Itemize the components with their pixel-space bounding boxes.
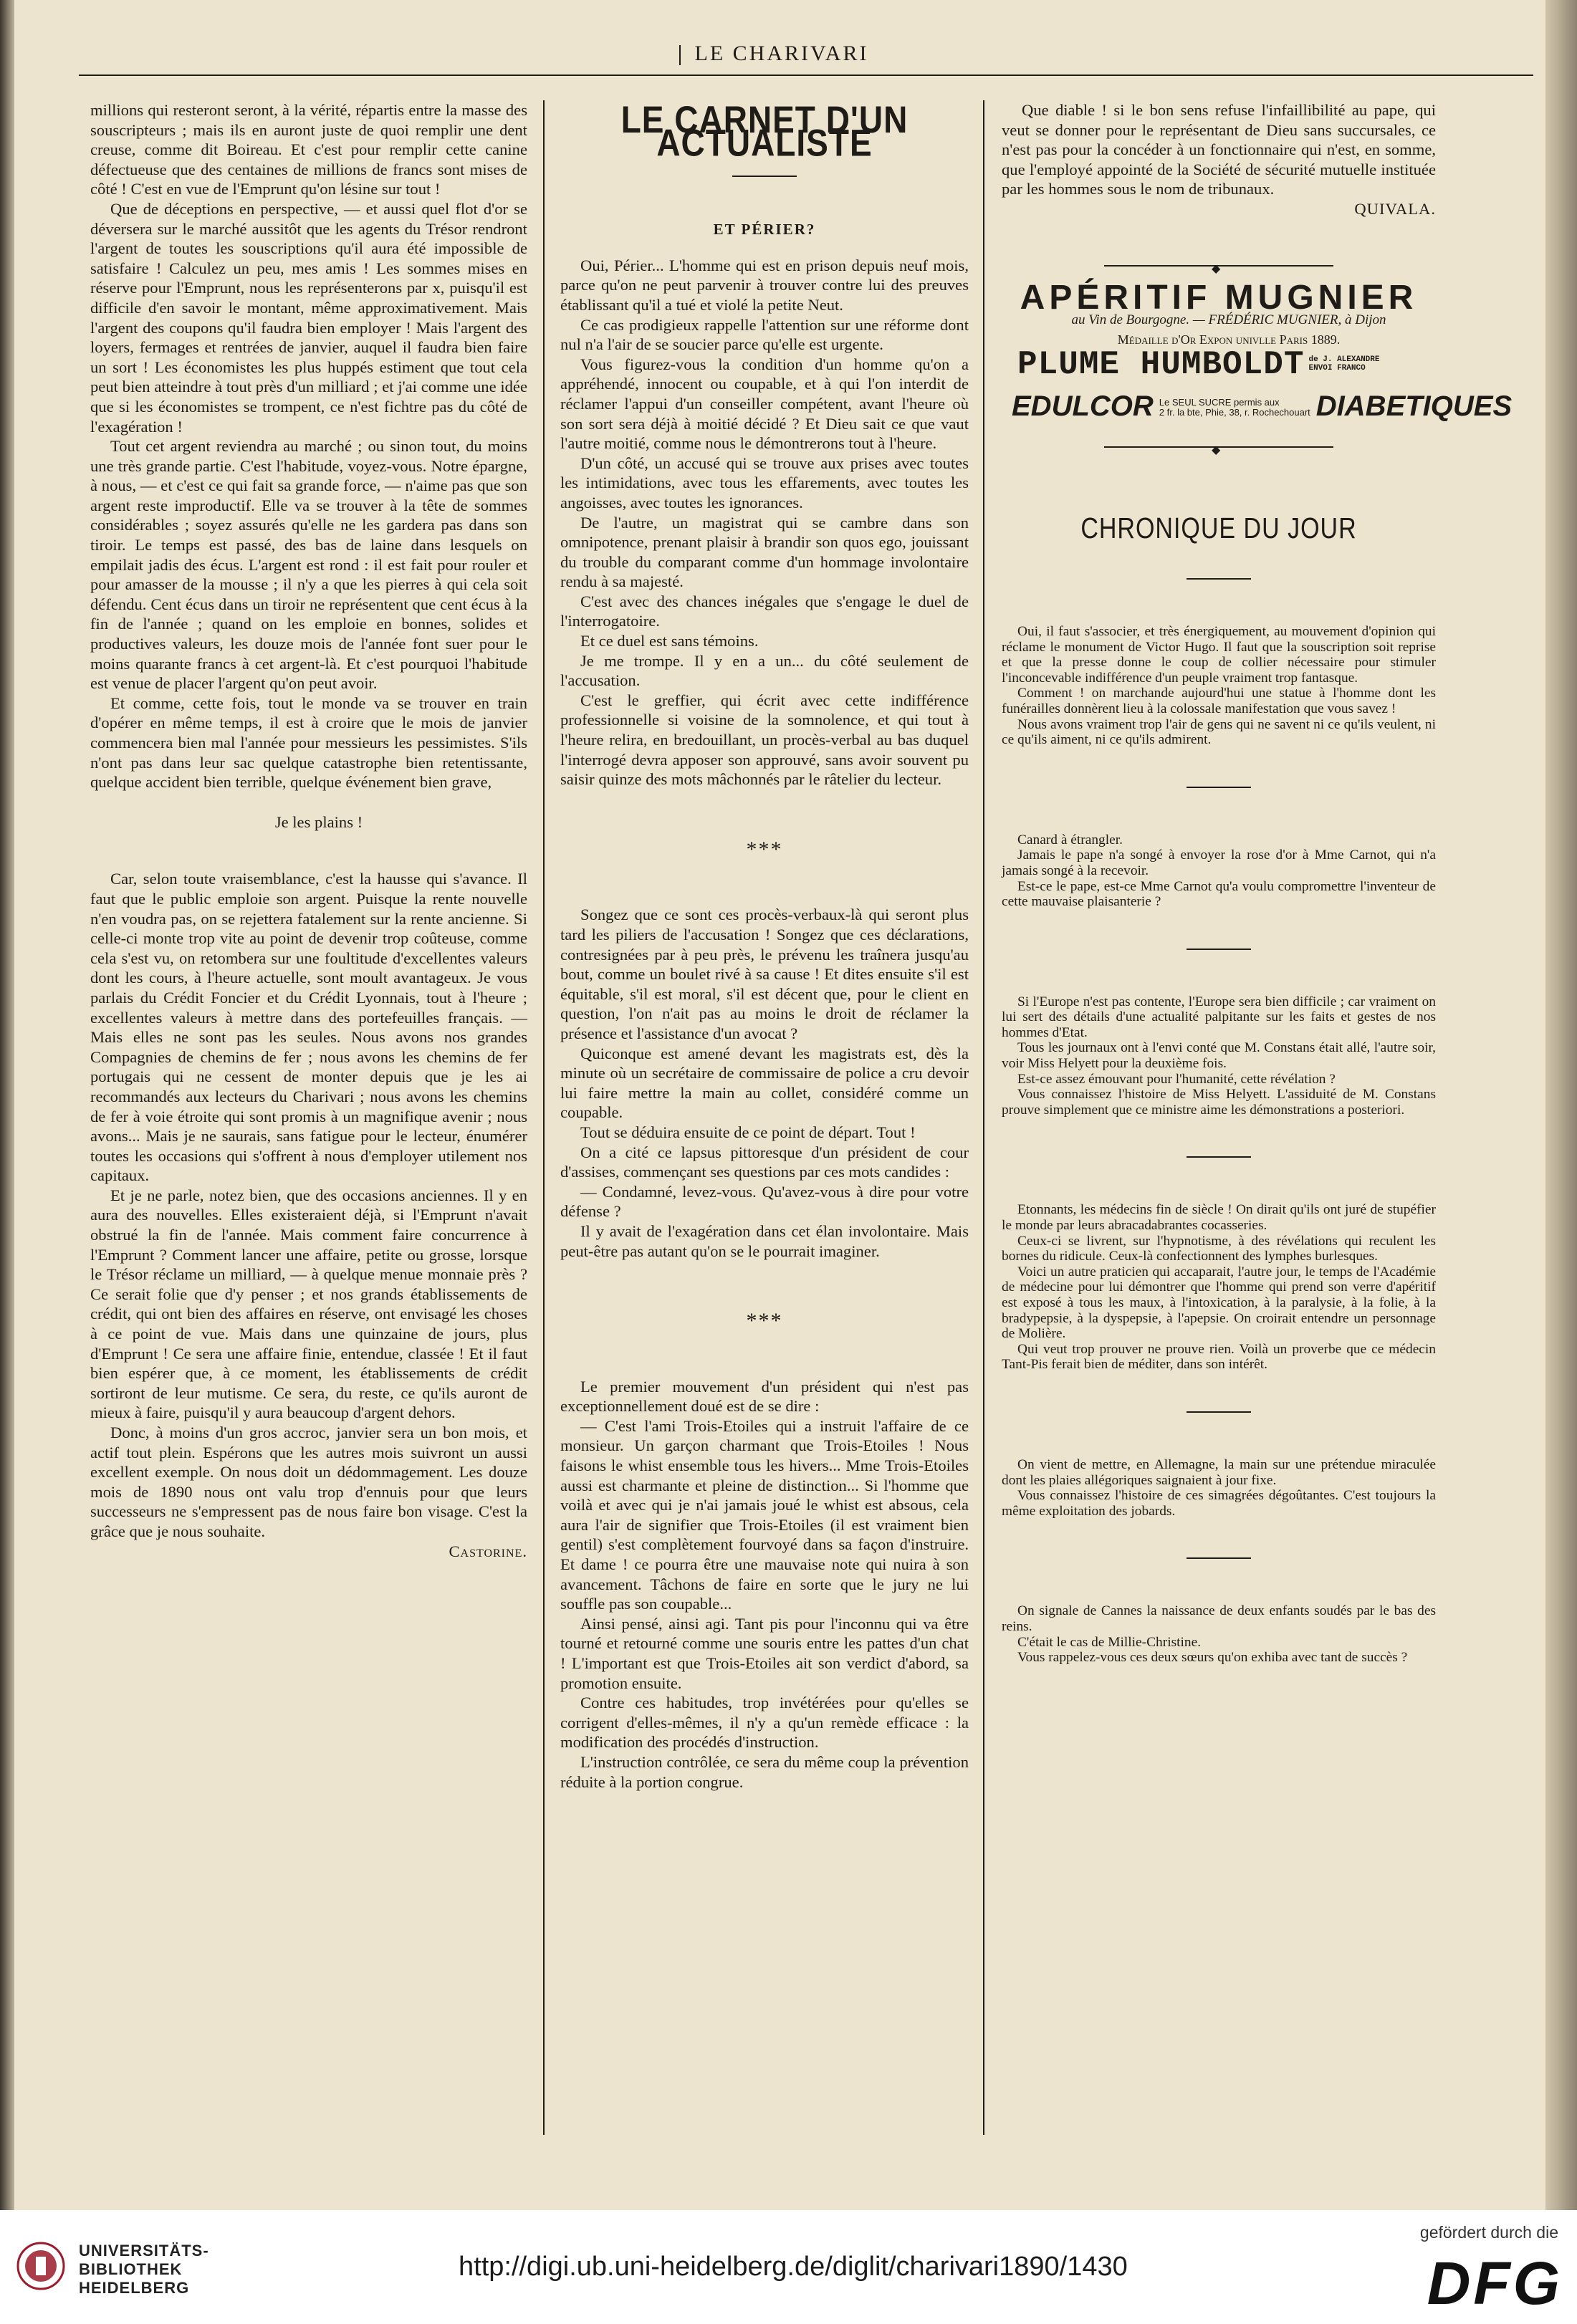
- separator-rule: [1104, 262, 1333, 275]
- chronique-paragraph: Qui veut trop prouver ne prouve rien. Voilà un proverbe que ce médecin Tant-Pis ferait bien de méditer, dans son intérêt.: [1002, 1341, 1436, 1373]
- ad-small-line: 2 fr. la bte, Phie, 38, r. Rochechouart: [1159, 407, 1310, 418]
- chronique-paragraph: Vous connaissez l'histoire de ces simagrées dégoûtantes. C'est toujours la même exploitation des jobards.: [1002, 1488, 1436, 1519]
- chronique-paragraph: Canard à étrangler.: [1017, 832, 1123, 848]
- chronique-block: [1002, 1202, 1436, 1373]
- permalink-url[interactable]: http://digi.ub.uni-heidelberg.de/diglit/charivari1890/1430: [459, 2252, 1128, 2282]
- chronique-paragraph: Oui, il faut s'associer, et très énergiquement, au mouvement d'opinion qui réclame le monument de Victor Hugo. Il faut que la souscription soit reprise et que la presse donne le coup de collier nécessaire pour stimuler l'inconcevable indifférence d'un peuple vraiment trop fantasque.: [1002, 623, 1436, 686]
- chronique-paragraph: On signale de Cannes la naissance de deux enfants soudés par le bas des reins.: [1002, 1603, 1436, 1634]
- chronique-block: [1002, 1457, 1436, 1519]
- ad-small-line: de J. ALEXANDRE: [1308, 355, 1380, 365]
- article-paragraph: Je me trompe. Il y en a un... du côté seulement de l'accusation.: [560, 651, 969, 690]
- article-paragraph: — C'est l'ami Trois-Etoiles qui a instruit l'affaire de ce monsieur. Un garçon charmant que Trois-Etoiles ! Nous faisons le whist ensemble tous les hivers... Mme Trois-Etoiles aussi est charmante et pleine de distinction... Si l'homme que voilà et avec qui je n'ai jamais joué le whist est absous, cela aura l'air de signifier que Trois-Etoiles (il est vraiment bien gentil) s'est complètement fourvoyé dans sa façon d'instruire. Et dame ! ce pourra être une mauvaise note qui nuira à son avancement. Tâchons de faire en sorte que le jury ne lui souffle pas son coupable...: [560, 1416, 969, 1613]
- advertisement-edulcor: [1012, 390, 1513, 422]
- article-subtitle: ET PÉRIER?: [713, 221, 816, 239]
- institution-line: HEIDELBERG: [79, 2279, 190, 2297]
- ad-small-line: ENVOI FRANCO: [1308, 364, 1366, 373]
- section-rule: [1187, 1156, 1251, 1158]
- chronique-paragraph: Vous connaissez l'histoire de Miss Helyett. L'assiduité de M. Constans prouve simplement que ce ministre aime les démonstrations a posteriori.: [1002, 1087, 1436, 1118]
- chronique-paragraph: Tous les journaux ont à l'envi conté que M. Constans était allé, l'autre soir, voir Miss Helyett pour la deuxième fois.: [1002, 1040, 1436, 1072]
- article-paragraph: Ce cas prodigieux rappelle l'attention sur une réforme dont nul n'a l'air de se soucier parce qu'elle est urgente.: [560, 315, 969, 354]
- chronique-paragraph: Etonnants, les médecins fin de siècle ! On dirait qu'ils ont juré de stupéfier le monde par leurs abracadabrantes cocasseries.: [1002, 1202, 1436, 1234]
- article-paragraph: millions qui resteront seront, à la vérité, répartis entre la masse des souscripteurs ; mais ils en auront juste de quoi remplir une dent creuse, comme dit Boireau. Et c'est pour remplir cette canine défectueuse que des centaines de millions de francs sont mises de côté ! C'est en vue de l'Emprunt qu'on lésine sur tout !: [90, 101, 527, 198]
- column-divider-1: [543, 100, 545, 2135]
- institution-line: UNIVERSITÄTS-: [79, 2242, 209, 2260]
- article-paragraph: Ainsi pensé, ainsi agi. Tant pis pour l'inconnu qui va être tourné et retourné comme une souris entre les pattes d'un chat ! L'important est que Trois-Etoiles ait son verdict d'abord, sa promotion ensuite.: [560, 1614, 969, 1692]
- section-rule: [1187, 787, 1251, 788]
- center-line: Je les plains !: [274, 812, 363, 831]
- institution-line: BIBLIOTHEK: [79, 2260, 183, 2278]
- chronique-paragraph: Ceux-ci se livrent, sur l'hypnotisme, à des révélations qui reculent les bornes du ridicule. Ceux-là confectionnent des lymphes burlesques.: [1002, 1233, 1436, 1264]
- signature: QUIVALA.: [1354, 199, 1436, 218]
- article-paragraph: Le premier mouvement d'un président qui n'est pas exceptionnellement doué est de se dire :: [560, 1377, 969, 1416]
- university-seal-icon: [16, 2241, 66, 2291]
- ad-title: APÉRITIF MUGNIER: [1020, 278, 1418, 317]
- article-paragraph: D'un côté, un accusé qui se trouve aux prises avec toutes les intimidations, avec tous les effarements, avec toutes les angoisses, avec toutes les ignorances.: [560, 453, 969, 512]
- chronique-paragraph: Si l'Europe n'est pas contente, l'Europe sera bien difficile ; car vraiment on lui sert des détails d'une actualité palpitante sur les faits et gestes de nos hommes d'Etat.: [1002, 994, 1436, 1040]
- article-paragraph: Quiconque est amené devant les magistrats est, dès la minute où un secrétaire de commissaire de police a cru devoir lui faire mettre la main au collet, considéré comme un coupable.: [560, 1044, 969, 1122]
- section-stars: ***: [746, 837, 783, 861]
- chronique-paragraph: Nous avons vraiment trop l'air de gens qui ne savent ni ce qu'ils veulent, ni ce qu'ils aiment, ni ce qu'ils admirent.: [1002, 716, 1436, 748]
- diamond-icon: ◆: [1212, 262, 1221, 275]
- page-header: [0, 42, 1548, 66]
- article-paragraph: Que de déceptions en perspective, — et aussi quel flot d'or se déversera sur le marché aussitôt que les agents du Trésor rendront l'argent de toutes les souscriptions qu'il aura été impossible de satisfaire ! Calculez un peu, mes amis ! Les sommes mises en réserve pour l'Emprunt, nous les représenterons par x, puisqu'il est difficile d'en savoir le montant, même approximativement. Mais l'argent des coupons qu'il faudra bien employer ! Mais l'argent des loyers, fermages et rentrées de janvier, auquel il faudra bien faire un sort ! Les économistes les plus huppés estiment que tout cela peut bien atteindre à tout près d'un milliard ; et j'ai comme une idée que si les économistes se trompent, ce n'est fichtre pas du côté de l'exagération !: [90, 199, 527, 436]
- article-paragraph: De l'autre, un magistrat qui se cambre dans son omnipotence, prenant plaisir à brandir son quos ego, jouissant du trouble du comparant comme d'un hommage involontaire rendu à sa majesté.: [560, 513, 969, 591]
- section-rule: [1187, 949, 1251, 950]
- diamond-icon: ◆: [1212, 444, 1221, 457]
- article-paragraph: Oui, Périer... L'homme qui est en prison depuis neuf mois, parce qu'on ne peut parvenir à trouver contre lui des preuves établissant qu'il a tué et violé la petite Neut.: [560, 256, 969, 314]
- chronique-paragraph: C'était le cas de Millie-Christine.: [1017, 1634, 1202, 1650]
- article-paragraph: Et ce duel est sans témoins.: [580, 632, 759, 650]
- chronique-paragraph: Jamais le pape n'a songé à envoyer la rose d'or à Mme Carnot, qui n'a jamais songé à la recevoir.: [1002, 848, 1436, 878]
- ad-line: Médaille d'Or Expon univlle Paris 1889.: [1117, 332, 1341, 347]
- advertisement-plume: [1017, 346, 1436, 384]
- masthead-title: LE CHARIVARI: [694, 42, 869, 65]
- article-paragraph: Et comme, cette fois, tout le monde va se trouver en train d'opérer en même temps, il est à croire que le mois de janvier commencera bien mal l'année pour messieurs les pessimistes. S'ils n'ont pas dans leur sac quelque catastrophe bien retentissante, quelque accident bien terrible, quelque événement bien grave,: [90, 693, 527, 792]
- title-rule: [732, 176, 797, 177]
- section-rule: [1187, 578, 1251, 580]
- ad-small-line: Le SEUL SUCRE permis aux: [1159, 397, 1280, 408]
- institution-name: [79, 2242, 209, 2297]
- middle-column: [560, 97, 969, 2142]
- chronique-paragraph: Est-ce le pape, est-ce Mme Carnot qu'a voulu compromettre l'inventeur de cette mauvaise plaisanterie ?: [1002, 878, 1436, 910]
- header-rule: [79, 75, 1533, 76]
- article-paragraph: Et je ne parle, notez bien, que des occasions anciennes. Il y en aura des nouvelles. Elles existeraient déjà, si l'Emprunt n'avait obstrué la fin de l'année. Mais comment faire concurrence à l'Emprunt ? Comment lancer une affaire, petite ou grosse, lorsque le Trésor réclame un milliard, — à quelque menue monnaie près ? Ce serait folie que d'y penser ; et nos grands établissements de crédit, qui ont bien des affaires en réserve, ont envisagé les choses à ce point de vue. Mais dans une quinzaine de jours, plus d'Emprunt ! Ce sera une affaire finie, entendue, classée ! Et il faut bien espérer que, à ce moment, les établissements de crédit sortiront de leur mutisme. Ce sera, du reste, ce qu'ils auront de mieux à faire, puisqu'il y aura beaucoup d'argent dehors.: [90, 1186, 527, 1422]
- chronique-block: [1002, 832, 1436, 910]
- viewer-footer: [0, 2210, 1577, 2324]
- chronique-block: [1002, 624, 1436, 748]
- article-paragraph: Il y avait de l'exagération dans cet élan involontaire. Mais peut-être pas autant qu'on se le pourrait imaginer.: [560, 1221, 969, 1260]
- article-paragraph: C'est avec des chances inégales que s'engage le duel de l'interrogatoire.: [560, 592, 969, 630]
- column-divider-2: [983, 100, 984, 2135]
- article-title: LE CARNET D'UN ACTUALISTE: [620, 97, 909, 164]
- article-paragraph: Tout cet argent reviendra au marché ; ou sinon tout, du moins une très grande partie. C'est l'habitude, voyez-vous. Notre épargne, à nous, — et c'est ce qui fait sa grande force, — n'aime pas que son argent reste improductif. Elle va se trouver à la tête de sommes considérables ; soyez assurés qu'elle ne les gardera pas dans son tiroir. Le temps est passé, des bas de laine dans lesquels on empilait jadis des écus. L'argent est rond : il est fait pour rouler et pour amasser de la mousse ; il n'y a que les pierres à qui cela soit défendu. Cent écus dans un tiroir ne représentent que cent écus à la fin de l'année ; quand on les emploie en bonnes, solides et productives valeurs, les douze mois de l'année font suer pour le moins quarante francs à cet argent-là. Et c'est pourquoi l'habitude est venue de placer l'argent qu'on peut avoir.: [90, 437, 527, 693]
- signature: Castorine.: [449, 1542, 527, 1560]
- chronique-paragraph: Comment ! on marchande aujourd'hui une statue à l'homme dont les funérailles donnèrent lieu à la colossale manifestation que vous savez !: [1002, 686, 1436, 716]
- separator-rule: [1104, 444, 1333, 457]
- funding-note: gefördert durch die: [1419, 2223, 1558, 2242]
- article-paragraph: L'instruction contrôlée, ce sera du même coup la prévention réduite à la portion congrue.: [560, 1752, 969, 1791]
- chronique-paragraph: On vient de mettre, en Allemagne, la main sur une prétendue miraculée dont les plaies allégoriques saignaient à jour fixe.: [1002, 1456, 1436, 1488]
- article-paragraph: Vous figurez-vous la condition d'un homme qu'on a appréhendé, innocent ou coupable, et à qui l'on interdit de réclamer l'appui d'un conseiller compétent, avant l'heure où son sort sera déjà à moitié décidé ? Et Dieu sait ce que vaut l'autre moitié, comme nous le démontrerons tout à l'heure.: [560, 355, 969, 453]
- section-stars: ***: [746, 1309, 783, 1333]
- left-column: [90, 100, 527, 2142]
- article-paragraph: Contre ces habitudes, trop invétérées pour qu'elles se corrigent d'elles-mêmes, il n'y a qu'un remède efficace : la modification des procédés d'instruction.: [560, 1694, 969, 1752]
- section-rule: [1187, 1411, 1251, 1413]
- section-title: CHRONIQUE DU JOUR: [1080, 512, 1357, 546]
- article-paragraph: Songez que ce sont ces procès-verbaux-là qui seront plus tard les piliers de l'accusation ! Songez que ces déclarations, contresignées par à peu près, le prévenu les traînera jusqu'au bout, comme un boulet rivé à sa cause ! Et dites ensuite s'il est équitable, s'il est moral, s'il est décent que, pour le client en question, l'on n'ait pas au moins le droit de réclamer la présence et l'assistance d'un avocat ?: [560, 906, 969, 1042]
- article-paragraph: Tout se déduira ensuite de ce point de départ. Tout !: [580, 1123, 916, 1141]
- chronique-paragraph: Est-ce assez émouvant pour l'humanité, cette révélation ?: [1017, 1071, 1336, 1087]
- chronique-block: [1002, 994, 1436, 1118]
- advertisement-aperitif: [1002, 278, 1436, 350]
- right-column: [1002, 100, 1513, 2142]
- chronique-paragraph: Voici un autre praticien qui accaparait, l'autre jour, le temps de l'Académie de médecine pour lui démontrer que l'homme qui prend son verre d'apéritif est exposé à tous les maux, à l'intoxication, à la paralysie, à la folie, à la bradypepsie, à la dyspepsie, à l'apepsie. On croirait entendre un personnage de Molière.: [1002, 1264, 1436, 1342]
- article-paragraph: Car, selon toute vraisemblance, c'est la hausse qui s'avance. Il faut que le public emploie son argent. Puisque la rente nouvelle n'en voudra pas, on se rejettera fatalement sur la rente ancienne. Si celle-ci monte trop vite au point de devenir trop coûteuse, comme cela s'est vu, on retombera sur une foultitude d'excellentes valeurs dont les cours, à l'heure actuelle, sont moult avantageux. Je vous parlais du Crédit Foncier et du Crédit Lyonnais, tout à l'heure ; excellentes valeurs à mettre dans des portefeuilles français. — Mais elles ne sont pas les seules. Nous avons nos grandes Compagnies de chemins de fer ; nous avons les chemins de fer portugais qui ne cessent de monter depuis que je les ai recommandés aux lecteurs du Charivari ; nous avons les chemins de fer à voie étroite qui sont promis à un magnifique avenir ; nous avons... Mais je ne saurais, sans fatigue pour le lecteur, énumérer toutes les occasions qui s'offrent à nous d'employer utilement nos capitaux.: [90, 870, 527, 1185]
- article-paragraph: C'est le greffier, qui écrit avec cette indifférence professionnelle si voisine de la somnolence, et qui tout à l'heure relira, en bredouillant, un procès-verbal au bas duquel l'interrogé devra apposer son approuvé, sans avoir souvent pu saisir quinze des mots mâchonnés par le râtelier du lecteur.: [560, 691, 969, 789]
- ad-title: PLUME HUMBOLDT: [1017, 346, 1305, 384]
- section-rule: [1187, 1557, 1251, 1559]
- article-paragraph: — Condamné, levez-vous. Qu'avez-vous à dire pour votre défense ?: [560, 1182, 969, 1221]
- ad-title-right: DIABETIQUES: [1315, 390, 1513, 422]
- chronique-block: [1002, 1603, 1436, 1665]
- ad-title-left: EDULCOR: [1012, 390, 1154, 422]
- article-paragraph: Que diable ! si le bon sens refuse l'infaillibilité au pape, qui veut se donner pour le représentant de Dieu sans succursales, ce n'est pas pour la concéder à un fonctionnaire qui n'est, en somme, que l'employé appointé de la Société de sécurité mutuelle instituée par les hommes sous le nom de tribunaux.: [1002, 101, 1436, 198]
- ad-line: au Vin de Bourgogne. — FRÉDÉRIC MUGNIER, à Dijon: [1071, 312, 1386, 328]
- chronique-paragraph: Vous rappelez-vous ces deux sœurs qu'on exhiba avec tant de succès ?: [1017, 1650, 1408, 1666]
- article-paragraph: Donc, à moins d'un gros accroc, janvier sera un bon mois, et actif tout plein. Espérons que les autres mois suivront un aussi excellent exemple. On nous doit un dédommagement. Les douze mois de 1890 nous ont valu trop d'ennuis pour que leurs successeurs ne s'empressent pas de nous faire bon visage. C'est la grâce que je nous souhaite.: [90, 1423, 527, 1540]
- article-paragraph: On a cité ce lapsus pittoresque d'un président de cour d'assises, commençant ses questions par ces mots candides :: [560, 1143, 969, 1181]
- funder-logo: DFG: [1427, 2249, 1563, 2317]
